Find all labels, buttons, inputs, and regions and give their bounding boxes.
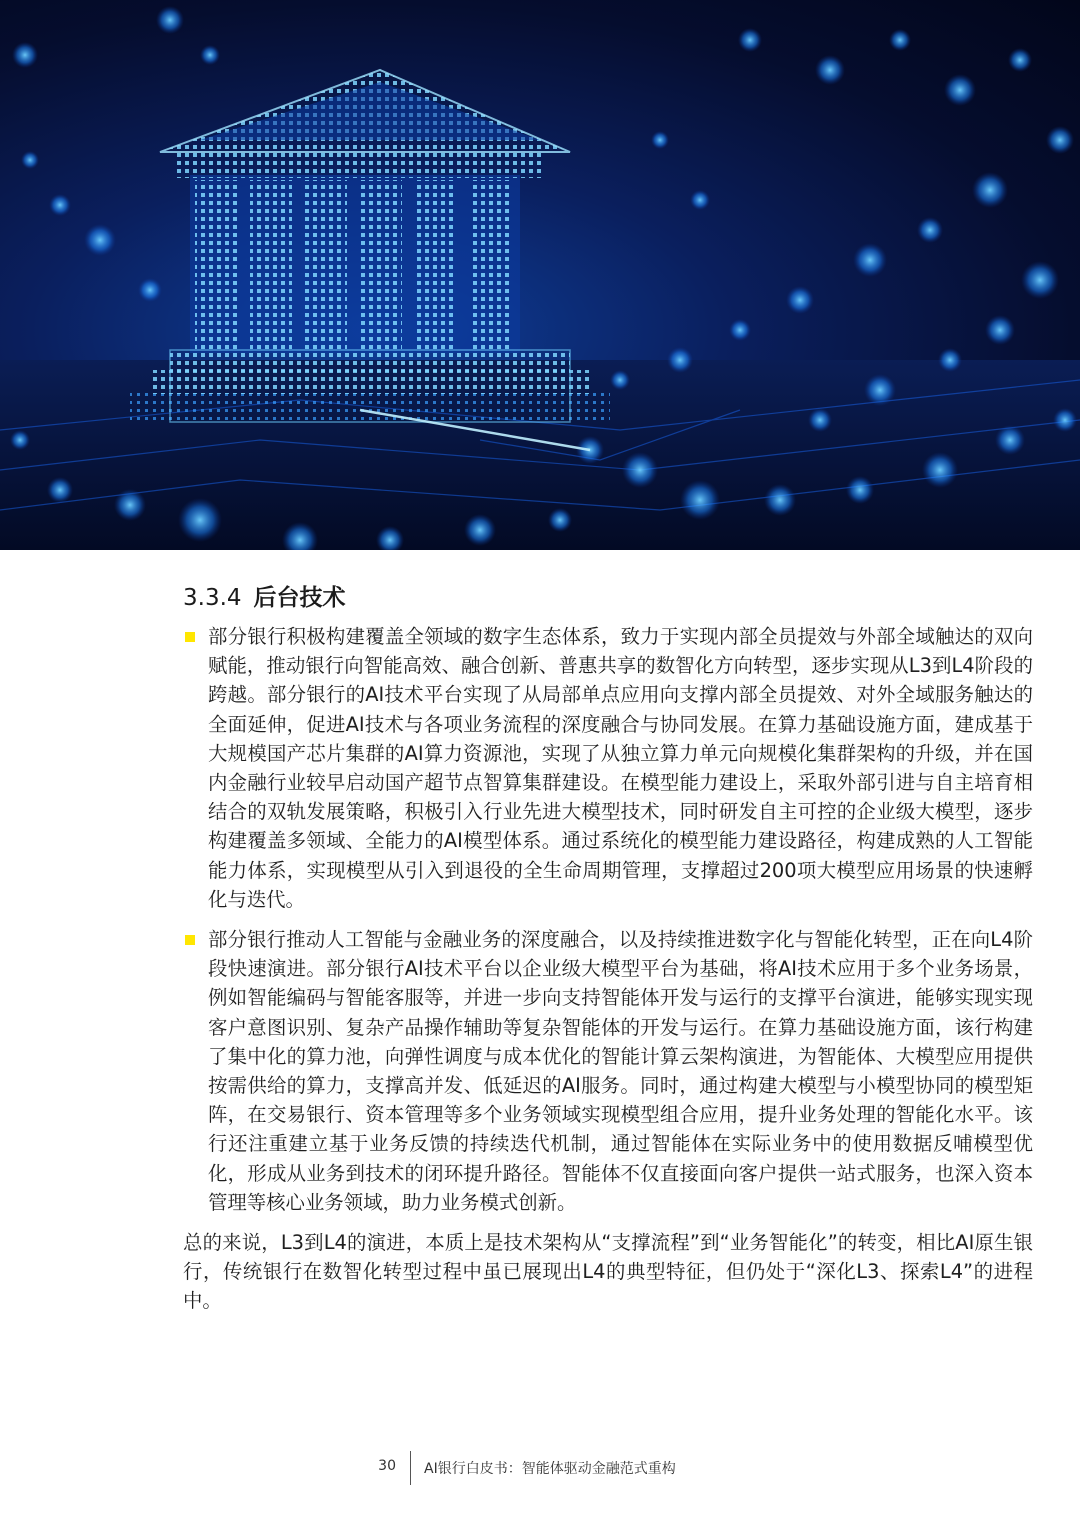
yellow-square-bullet-icon — [185, 632, 195, 642]
bullet-paragraph: 部分银行积极构建覆盖全领域的数字生态体系，致力于实现内部全员提效与外部全域触达的双向赋能，推动银行向智能高效、融合创新、普惠共享的数智化方向转型，逐步实现从L3到L4阶段的跨越。部分银行的AI技术平台实现了从局部单点应用向支撑内部全员提效、对外全域服务触达的全面延伸，促进AI技术与各项业务流程的深度融合与协同发展。在算力基础设施方面，建成基于大规模国产芯片集群的AI算力资源池，实现了从独立算力单元向规模化集群架构的升级，并在国内金融行业较早启动国产超节点智算集群建设。在模型能力建设上，采取外部引进与自主培育相结合的双轨发展策略，积极引入行业先进大模型技术，同时研发自主可控的企业级大模型，逐步构建覆盖多领域、全能力的AI模型体系。通过系统化的模型能力建设路径，构建成熟的人工智能能力体系，实现模型从引入到退役的全生命周期管理，支撑超过200项大模型应用场景的快速孵化与迭代。 — [208, 625, 1033, 911]
page-number: 30 — [378, 1458, 396, 1474]
list-item — [183, 622, 1033, 914]
bank-building-icon — [130, 70, 610, 450]
section-heading — [183, 582, 1033, 614]
digital-bank-illustration — [0, 0, 1080, 550]
footer-document-title: AI银行白皮书：智能体驱动金融范式重构 — [424, 1461, 676, 1477]
footer-divider — [410, 1451, 411, 1485]
yellow-square-bullet-icon — [185, 935, 195, 945]
bullet-list — [183, 622, 1033, 1217]
bullet-paragraph: 部分银行推动人工智能与金融业务的深度融合，以及持续推进数字化与智能化转型，正在向L4阶段快速演进。部分银行AI技术平台以企业级大模型平台为基础，将AI技术应用于多个业务场景，例如智能编码与智能客服等，并进一步向支持智能体开发与运行的支撑平台演进，能够实现实现客户意图识别、复杂产品操作辅助等复杂智能体的开发与运行。在算力基础设施方面，该行构建了集中化的算力池，向弹性调度与成本优化的智能计算云架构演进，为智能体、大模型应用提供按需供给的算力，支撑高并发、低延迟的AI服务。同时，通过构建大模型与小模型协同的模型矩阵，在交易银行、资本管理等多个业务领域实现模型组合应用，提升业务处理的智能化水平。该行还注重建立基于业务反馈的持续迭代机制，通过智能体在实际业务中的使用数据反哺模型优化，形成从业务到技术的闭环提升路径。智能体不仅直接面向客户提供一站式服务，也深入资本管理等核心业务领域，助力业务模式创新。 — [208, 928, 1033, 1214]
article-body — [183, 582, 1033, 1316]
section-number: 3.3.4 — [183, 585, 242, 611]
section-title: 后台技术 — [253, 585, 346, 611]
page-footer — [0, 1451, 1080, 1485]
list-item — [183, 925, 1033, 1217]
summary-paragraph: 总的来说，L3到L4的演进，本质上是技术架构从“支撑流程”到“业务智能化”的转变，相比AI原生银行，传统银行在数智化转型过程中虽已展现出L4的典型特征，但仍处于“深化L3、探索L4”的进程中。 — [183, 1231, 1033, 1313]
hero-image — [0, 0, 1080, 550]
